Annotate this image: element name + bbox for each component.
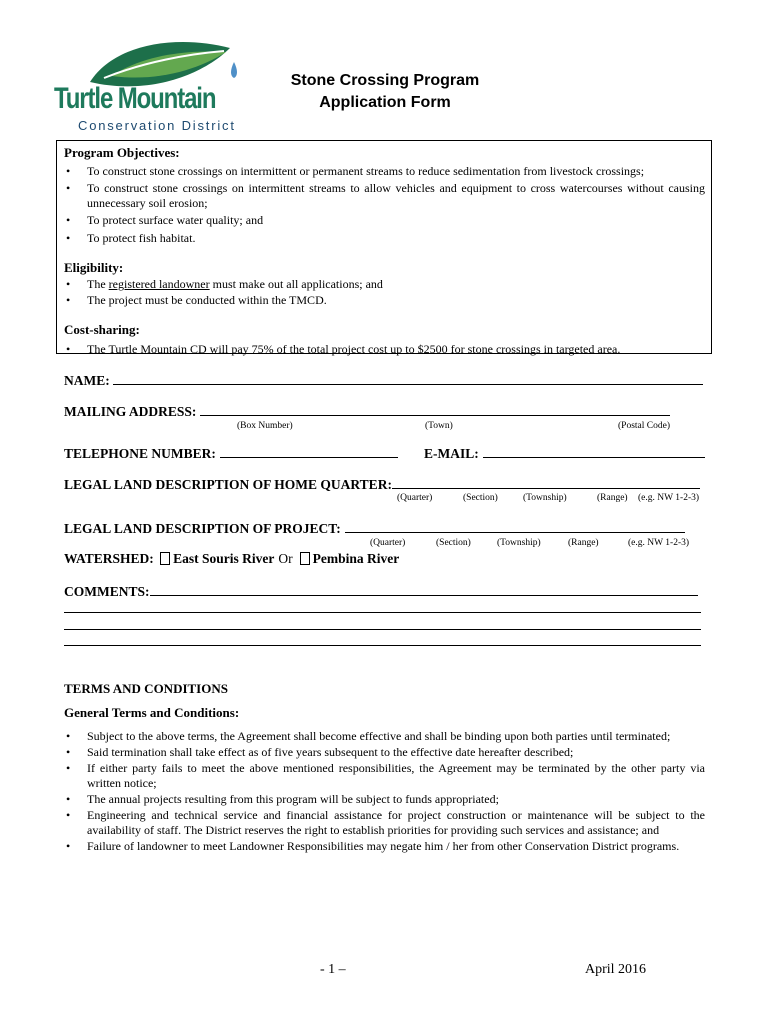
logo-name: Turtle Mountain [54, 82, 216, 115]
section-caption: (Section) [436, 538, 471, 548]
turtle-mountain-logo [54, 38, 244, 134]
cost-sharing-item: • The Turtle Mountain CD will pay 75% of the total project cost up to $2500 for stone crossings in targeted area. [87, 342, 620, 357]
mailing-address-field[interactable]: MAILING ADDRESS: [64, 403, 670, 421]
mailing-address-label: MAILING ADDRESS [64, 404, 192, 419]
revision-date: April 2016 [585, 962, 647, 977]
box-number-caption: (Box Number) [237, 421, 293, 431]
section-caption: (Section) [463, 493, 498, 503]
terms-item: • If either party fails to meet the above mentioned responsibilities, the Agreement may be terminated by the other party via written notice; [87, 761, 705, 791]
east-souris-label: East Souris River [173, 551, 275, 566]
objective-item: • To construct stone crossings on intermittent or permanent streams to reduce sedimentation from livestock crossings; [87, 164, 644, 179]
legal-home-quarter-label: LEGAL LAND DESCRIPTION OF HOME QUARTER [64, 477, 388, 492]
quarter-caption: (Quarter) [370, 538, 406, 548]
telephone-field[interactable] [64, 445, 398, 463]
legal-home-quarter-line[interactable] [392, 487, 700, 489]
terms-item: • Failure of landowner to meet Landowner Responsibilities may negate him / her from other Conservation District programs. [87, 839, 705, 854]
objective-item: • To protect surface water quality; and [87, 213, 263, 228]
legal-project-field[interactable] [64, 520, 685, 538]
form-title-line1: Stone Crossing Program [290, 72, 480, 89]
email-field[interactable] [424, 445, 705, 463]
telephone-line[interactable] [220, 456, 398, 458]
township-caption: (Township) [497, 538, 541, 548]
legal-project-line[interactable] [345, 531, 685, 533]
terms-heading: TERMS AND CONDITIONS [64, 681, 228, 696]
comments-line[interactable] [64, 629, 701, 630]
comments-line[interactable] [64, 612, 701, 613]
terms-item: • Said termination shall take effect as of five years subsequent to the effective date hereafter described; [87, 745, 573, 760]
terms-item: • Subject to the above terms, the Agreement shall become effective and shall be binding upon both parties until terminated; [87, 729, 670, 744]
comments-line[interactable] [64, 645, 701, 646]
postal-code-caption: (Postal Code) [618, 421, 670, 431]
cost-sharing-heading: Cost-sharing: [64, 322, 140, 337]
comments-label: COMMENTS: [64, 584, 150, 599]
watershed-label: WATERSHED [64, 551, 150, 566]
eligibility-item: • The registered landowner must make out all applications; and [87, 277, 383, 292]
page-number: - 1 – [320, 962, 346, 977]
name-line[interactable] [113, 383, 703, 385]
comments-field[interactable] [64, 583, 698, 601]
objective-item: • To protect fish habitat. [87, 231, 195, 246]
example-caption: (e.g. NW 1-2-3) [628, 538, 690, 548]
objectives-heading: Program Objectives: [64, 145, 180, 160]
quarter-caption: (Quarter) [397, 493, 433, 503]
form-title-line2: Application Form [319, 94, 451, 111]
name-field[interactable]: NAME: [64, 372, 703, 390]
watershed-or-text: Or [278, 551, 293, 566]
town-caption: (Town) [425, 421, 453, 431]
eligibility-item: • The project must be conducted within the TMCD. [87, 293, 327, 308]
watershed-field: WATERSHED: East Souris River Or Pembina River [64, 551, 400, 566]
registered-landowner-text: registered landowner [108, 277, 210, 291]
email-label: E-MAIL: [424, 446, 479, 461]
logo-subtitle: Conservation District [78, 118, 236, 133]
range-caption: (Range) [568, 538, 599, 548]
example-caption: (e.g. NW 1-2-3) [638, 493, 700, 503]
telephone-label: TELEPHONE NUMBER: [64, 446, 216, 461]
terms-subheading: General Terms and Conditions: [64, 705, 240, 720]
pembina-label: Pembina River [312, 551, 400, 566]
township-caption: (Township) [523, 493, 567, 503]
east-souris-checkbox[interactable] [160, 552, 170, 565]
terms-item: • Engineering and technical service and financial assistance for project construction or maintenance will be subject to the availability of staff. The District reserves the right to establish priorities for providing such services and assistance; and [87, 808, 705, 838]
comments-line[interactable] [150, 594, 698, 596]
range-caption: (Range) [597, 493, 628, 503]
pembina-checkbox[interactable] [300, 552, 310, 565]
legal-home-quarter-field[interactable]: LEGAL LAND DESCRIPTION OF HOME QUARTER: [64, 476, 700, 494]
legal-project-label: LEGAL LAND DESCRIPTION OF PROJECT: [64, 521, 341, 536]
eligibility-heading: Eligibility: [64, 260, 124, 275]
email-line[interactable] [483, 456, 705, 458]
objective-item: • To construct stone crossings on intermittent streams to allow vehicles and equipment to cross watercourses without causing unnecessary soil erosion; [87, 181, 705, 211]
mailing-address-line[interactable] [200, 414, 670, 416]
terms-item: • The annual projects resulting from this program will be subject to funds appropriated; [87, 792, 499, 807]
name-label: NAME [64, 373, 106, 388]
